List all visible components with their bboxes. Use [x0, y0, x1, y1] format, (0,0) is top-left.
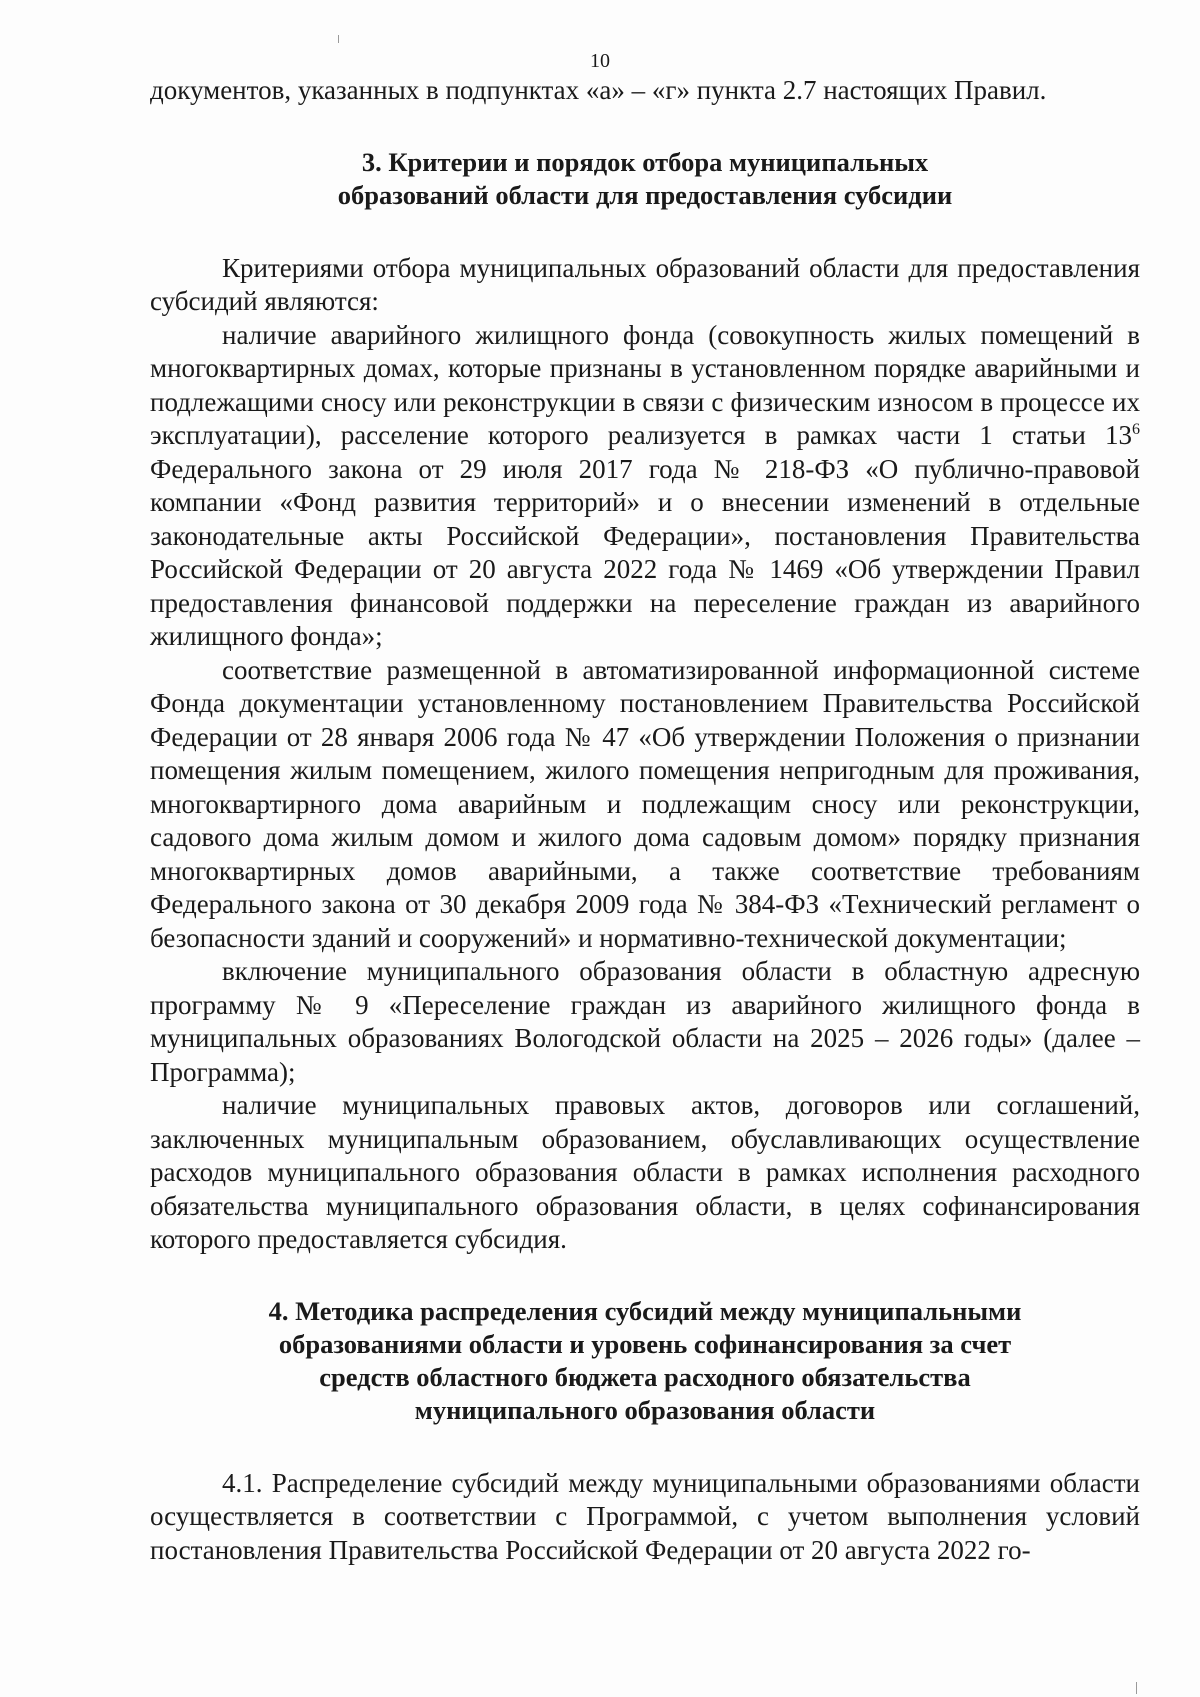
criterion-1-paragraph: [150, 319, 1140, 654]
section-4-heading: [150, 1295, 1140, 1427]
criterion-3-paragraph: включение муниципального образования области в областную адресную программу № 9 «Переселение граждан из аварийного жилищного фонда в муниципальных образованиях Вологодской области на 2025 – 2026 годы» (далее – Программа);: [150, 956, 1140, 1087]
section-3-heading-line-1: 3. Критерии и порядок отбора муниципальных: [361, 146, 929, 177]
criteria-intro-paragraph: Критериями отбора муниципальных образований области для предоставления субсидий являются:: [150, 252, 1140, 316]
scan-artifact-bottom: [1136, 1682, 1137, 1694]
paragraph-4-1: 4.1. Распределение субсидий между муниципальными образованиями области осуществляется в соответствии с Программой, с учетом выполнения условий постановления Правительства Российской Федерации от 20 августа 2022 го-: [150, 1467, 1140, 1565]
criterion-2-paragraph: соответствие размещенной в автоматизированной информационной системе Фонда документации установленному постановлением Правительства Российской Федерации от 28 января 2006 года № 47 «Об утверждении Положения о признании помещения жилым помещением, жилого помещения непригодным для проживания, многоквартирного дома аварийным и подлежащим сносу или реконструкции, садового дома жилым домом и жилого дома садовым домом» порядку признания многоквартирных домов аварийными, а также соответствие требованиям Федерального закона от 30 декабря 2009 года № 384-ФЗ «Технический регламент о безопасности зданий и сооружений» и нормативно-технической документации;: [150, 654, 1140, 953]
scan-artifact-top: [338, 35, 339, 43]
criterion-1-superscript: 6: [1132, 421, 1140, 438]
criterion-1-text-a: наличие аварийного жилищного фонда (совокупность жилых помещений в многоквартирных домах, которые признаны в установленном порядке аварийными и подлежащими сносу или реконструкции в связи с физическим износом в процессе их эксплуатации), расселение которого реализуется в рамках части 1 статьи 13: [150, 319, 1140, 450]
section-4-heading-line-2: образованиями области и уровень софинансирования за счет: [278, 1328, 1012, 1359]
section-3-heading: [150, 146, 1140, 212]
section-4-heading-line-3: средств областного бюджета расходного обязательства: [319, 1361, 971, 1392]
section-4-heading-line-1: 4. Методика распределения субсидий между муниципальными: [268, 1295, 1022, 1326]
criterion-4-paragraph: наличие муниципальных правовых актов, договоров или соглашений, заключенных муниципальным образованием, обуславливающих осуществление расходов муниципального образования области в рамках исполнения расходного обязательства муниципального образования области, в целях софинансирования которого предоставляется субсидия.: [150, 1090, 1140, 1254]
section-3-heading-line-2: образований области для предоставления субсидии: [337, 179, 953, 210]
intro-paragraph: документов, указанных в подпунктах «а» – «г» пункта 2.7 настоящих Правил.: [150, 75, 1047, 105]
section-4-heading-line-4: муниципального образования области: [414, 1394, 876, 1425]
page-number: 10: [590, 50, 610, 72]
page-content: [150, 74, 1140, 1567]
criterion-1-text-b: Федерального закона от 29 июля 2017 года № 218-ФЗ «О публично-правовой компании «Фонд развития территорий» и о внесении изменений в отдельные законодательные акты Российской Федерации», постановления Правительства Российской Федерации от 20 августа 2022 года № 1469 «Об утверждении Правил предоставления финансовой поддержки на переселение граждан из аварийного жилищного фонда»;: [150, 453, 1140, 651]
